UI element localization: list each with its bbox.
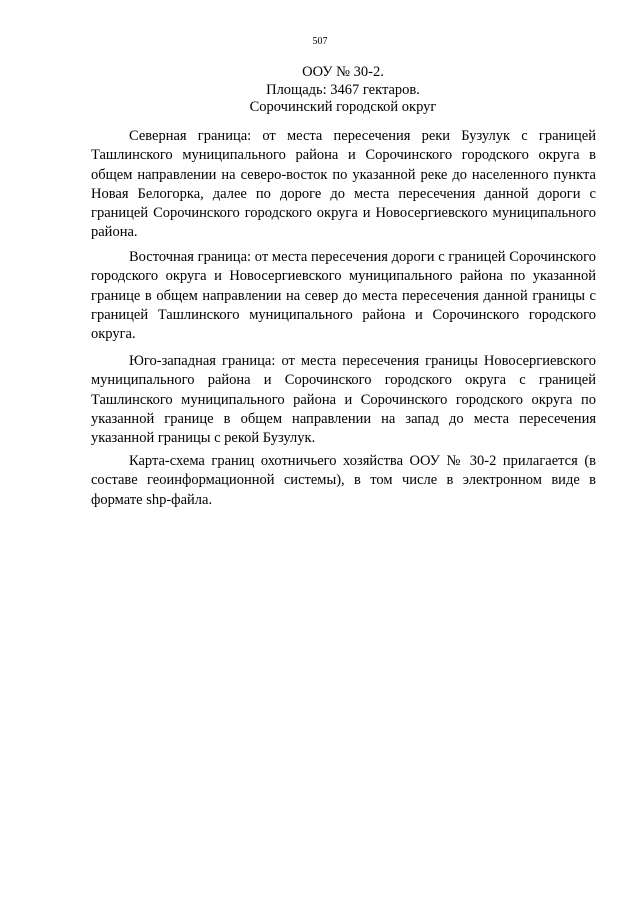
north-boundary-paragraph: Северная граница: от места пересечения реки Бузулук с границей Ташлинского муниципального района и Сорочинского городского округа в общем направлении на северо-восток по указанной реке до населенного пункта Новая Белогорка, далее по дороге до места пересечения данной дороги с границей Сорочинского городского округа и Новосергиевского муниципального района. xyxy=(91,128,596,241)
east-boundary-paragraph: Восточная граница: от места пересечения дороги с границей Сорочинского городского округа и Новосергиевского муниципального района по указанной границе в общем направлении на север до места пересечения данной границы с границей Ташлинского муниципального района и Сорочинского городского округа. xyxy=(91,249,596,343)
page-number: 507 xyxy=(312,36,328,47)
map-scheme-paragraph: Карта-схема границ охотничьего хозяйства ООУ № 30-2 прилагается (в составе геоинформационной системы), в том числе в электронном виде в формате shp-файла. xyxy=(91,453,596,508)
southwest-boundary-paragraph: Юго-западная граница: от места пересечения границы Новосергиевского муниципального района и Сорочинского городского округа с границей Ташлинского муниципального района и Сорочинского городского округа по указанной границе в общем направлении на запад до места пересечения указанной границы с рекой Бузулук. xyxy=(91,353,596,447)
district-line: Сорочинский городской округ xyxy=(249,99,437,115)
document-header xyxy=(0,64,640,117)
hunting-ground-id: ООУ № 30-2. xyxy=(302,64,384,80)
area-line: Площадь: 3467 гектаров. xyxy=(266,81,420,98)
